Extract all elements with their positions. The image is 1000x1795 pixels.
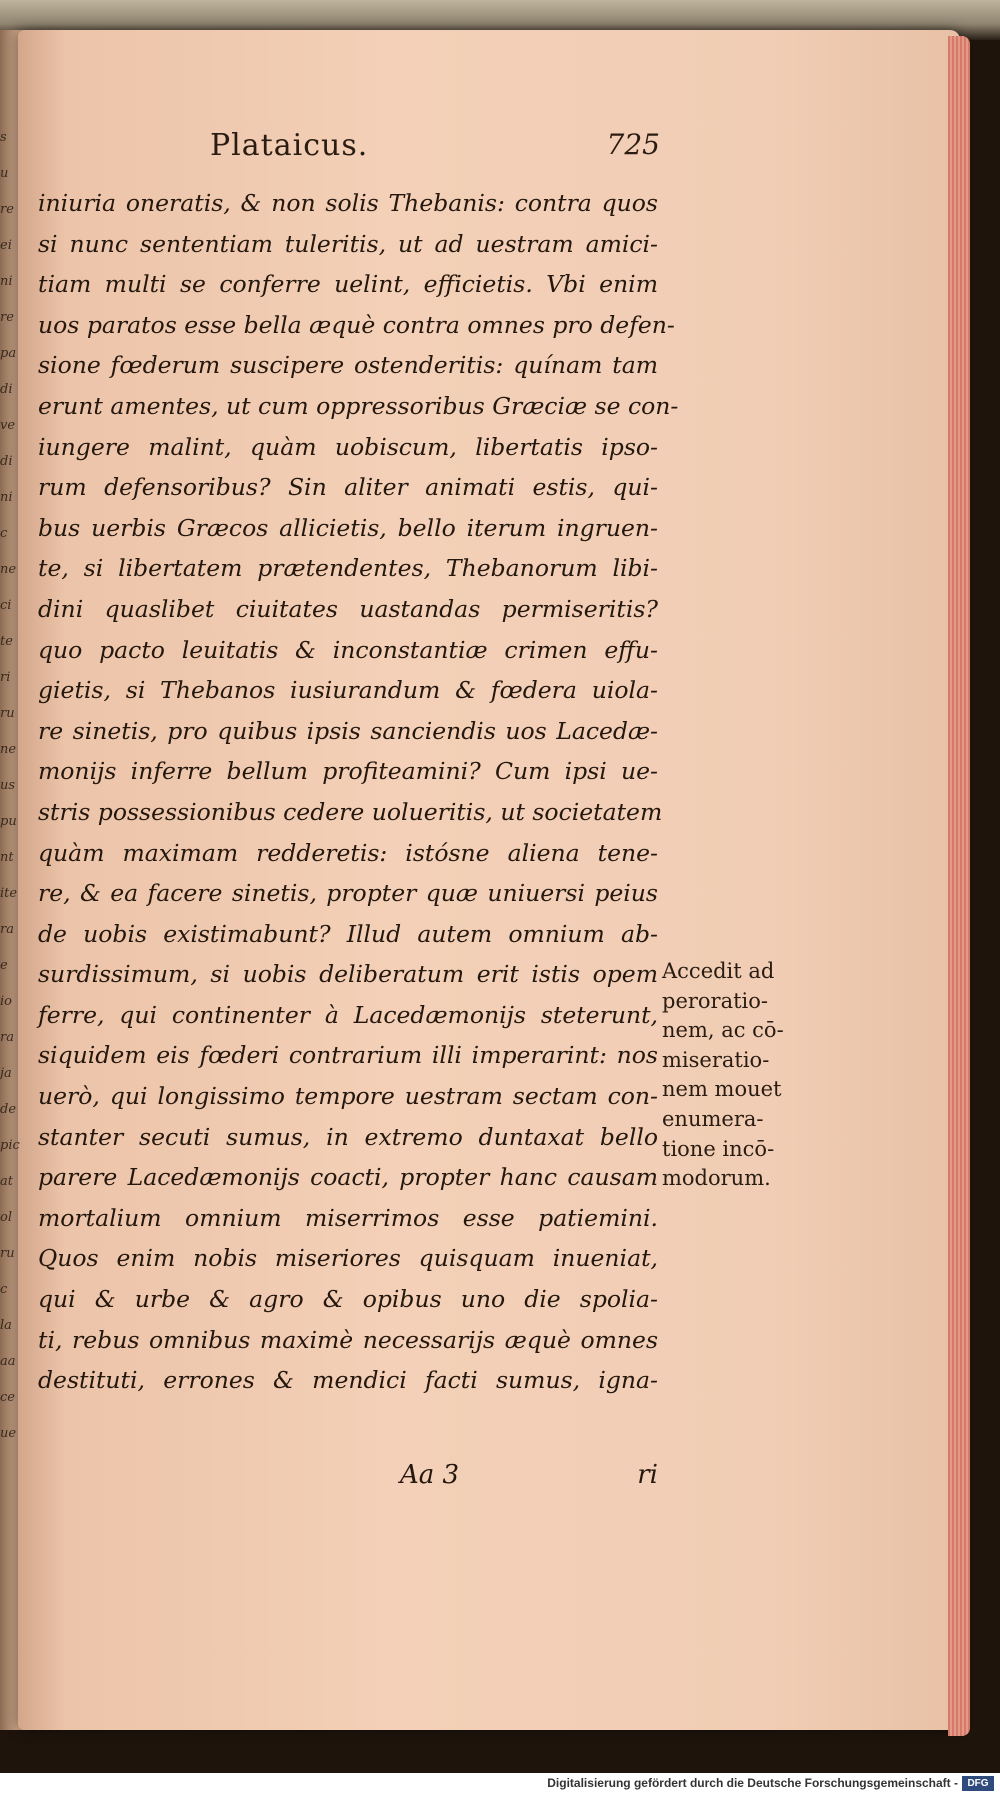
digitization-credit-bar [0, 1773, 1000, 1795]
margin-note-line: modorum. [662, 1166, 771, 1191]
gutter-fragment: c [0, 1282, 8, 1297]
margin-note-line: Accedit ad [662, 959, 775, 983]
text-line: te, si libertatem prætendentes, Thebanorum libi- [38, 554, 658, 583]
text-line: re sinetis, pro quibus ipsis sanciendis uos Lacedæ- [38, 716, 658, 745]
gutter-fragment: ra [0, 1030, 14, 1045]
margin-note-line: enumera- [662, 1106, 764, 1131]
gutter-fragment: ci [0, 598, 12, 613]
text-line: iniuria oneratis, & non solis Thebanis: contra quos [38, 189, 658, 217]
gutter-fragment: aa [0, 1354, 16, 1369]
text-line: si nunc sententiam tuleritis, ut ad uestram amici- [38, 229, 658, 258]
gutter-fragment: ri [0, 670, 11, 685]
gutter-fragment: ite [0, 886, 18, 901]
gutter-fragment: ce [0, 1390, 15, 1405]
signature-mark: Aa 3 [400, 1460, 460, 1490]
gutter-fragment: e [0, 958, 8, 973]
catchword: ri [637, 1460, 658, 1490]
text-line: destituti, errones & mendici facti sumus, igna- [38, 1366, 658, 1395]
text-line: qui & urbe & agro & opibus uno die spolia- [38, 1285, 658, 1314]
running-title: Plataicus. [210, 128, 369, 163]
gutter-fragment: c [0, 526, 8, 541]
gutter-fragment: la [0, 1318, 12, 1333]
gutter-fragment: nt [0, 850, 14, 865]
gutter-fragment: ue [0, 1426, 17, 1441]
text-line: stris possessionibus cedere uolueritis, ut societatem [38, 797, 663, 826]
gutter-fragment: ne [0, 562, 17, 577]
text-line: erunt amentes, ut cum oppressoribus Græciæ se con- [38, 391, 679, 420]
gutter-fragment: pu [0, 814, 17, 829]
gutter-fragment: ne [0, 742, 17, 757]
text-line: monijs inferre bellum profiteamini? Cum ipsi ue- [38, 757, 658, 786]
gutter-bleed-text [0, 120, 26, 1450]
gutter-fragment: te [0, 634, 13, 649]
page-footer [400, 1460, 658, 1500]
text-line: mortalium omnium miserrimos esse patiemini. [38, 1203, 658, 1232]
gutter-fragment: ru [0, 1246, 15, 1261]
gutter-fragment: ja [0, 1066, 12, 1081]
main-text-block [38, 183, 679, 1401]
gutter-fragment: ru [0, 706, 15, 721]
text-line: de uobis existimabunt? Illud autem omnium ab- [38, 919, 658, 948]
text-line: ti, rebus omnibus maximè necessarijs æquè omnes [38, 1325, 658, 1354]
page-header [210, 128, 660, 168]
text-line: bus uerbis Græcos allicietis, bello iterum ingruen- [38, 513, 658, 542]
text-line: siquidem eis fœderi contrarium illi imperarint: nos [38, 1041, 658, 1070]
gutter-fragment: di [0, 382, 13, 397]
gutter-fragment: re [0, 310, 14, 325]
text-line: rum defensoribus? Sin aliter animati estis, qui- [38, 473, 658, 502]
gutter-fragment: io [0, 994, 12, 1009]
gutter-fragment: ra [0, 922, 14, 937]
gutter-fragment: ol [0, 1210, 12, 1225]
digitization-credit: Digitalisierung gefördert durch die Deutsche Forschungsgemeinschaft - [547, 1776, 958, 1790]
gutter-fragment: s [0, 130, 7, 145]
page-number: 725 [606, 128, 660, 161]
dfg-logo-icon: DFG [962, 1776, 994, 1791]
gutter-fragment: di [0, 454, 13, 469]
gutter-fragment: u [0, 166, 9, 181]
text-line: dini quaslibet ciuitates uastandas permiseritis? [38, 594, 658, 623]
gutter-fragment: ei [0, 238, 12, 253]
gutter-fragment: ni [0, 490, 13, 505]
text-line: sione fœderum suscipere ostenderitis: quínam tam [38, 351, 658, 380]
gutter-fragment: at [0, 1174, 13, 1189]
margin-note-line: nem, ac cō- [662, 1018, 784, 1043]
gutter-fragment: pic [0, 1138, 20, 1153]
text-line: uerò, qui longissimo tempore uestram sectam con- [38, 1082, 658, 1111]
gutter-fragment: ni [0, 274, 13, 289]
text-line: surdissimum, si uobis deliberatum erit istis opem [38, 960, 658, 989]
gutter-fragment: pa [0, 346, 17, 361]
text-line: ferre, qui continenter à Lacedæmonijs steterunt, [38, 1000, 658, 1029]
text-line: Quos enim nobis miseriores quisquam inueniat, [38, 1244, 658, 1273]
gutter-fragment: us [0, 778, 16, 793]
text-line: quo pacto leuitatis & inconstantiæ crimen effu- [38, 635, 658, 664]
text-line: quàm maximam redderetis: istósne aliena tene- [38, 838, 658, 867]
text-line: gietis, si Thebanos iusiurandum & fœdera uiola- [38, 676, 658, 705]
page-stack-edge [948, 36, 970, 1736]
gutter-fragment: de [0, 1102, 17, 1117]
text-line: tiam multi se conferre uelint, efficietis. Vbi enim [38, 270, 658, 299]
margin-note [662, 957, 802, 1194]
margin-note-line: nem mouet [662, 1077, 782, 1102]
margin-note-line: tione incō- [662, 1136, 775, 1161]
margin-note-line: peroratio- [662, 988, 769, 1013]
text-line: iungere malint, quàm uobiscum, libertatis ipso- [38, 432, 658, 461]
text-line: re, & ea facere sinetis, propter quæ uniuersi peius [38, 879, 658, 908]
gutter-fragment: re [0, 202, 14, 217]
text-line: stanter secuti sumus, in extremo duntaxat bello [38, 1122, 658, 1151]
margin-note-line: miseratio- [662, 1047, 770, 1072]
text-line: uos paratos esse bella æquè contra omnes pro defen- [38, 310, 675, 339]
text-line: parere Lacedæmonijs coacti, propter hanc causam [38, 1163, 658, 1192]
gutter-fragment: ve [0, 418, 16, 433]
